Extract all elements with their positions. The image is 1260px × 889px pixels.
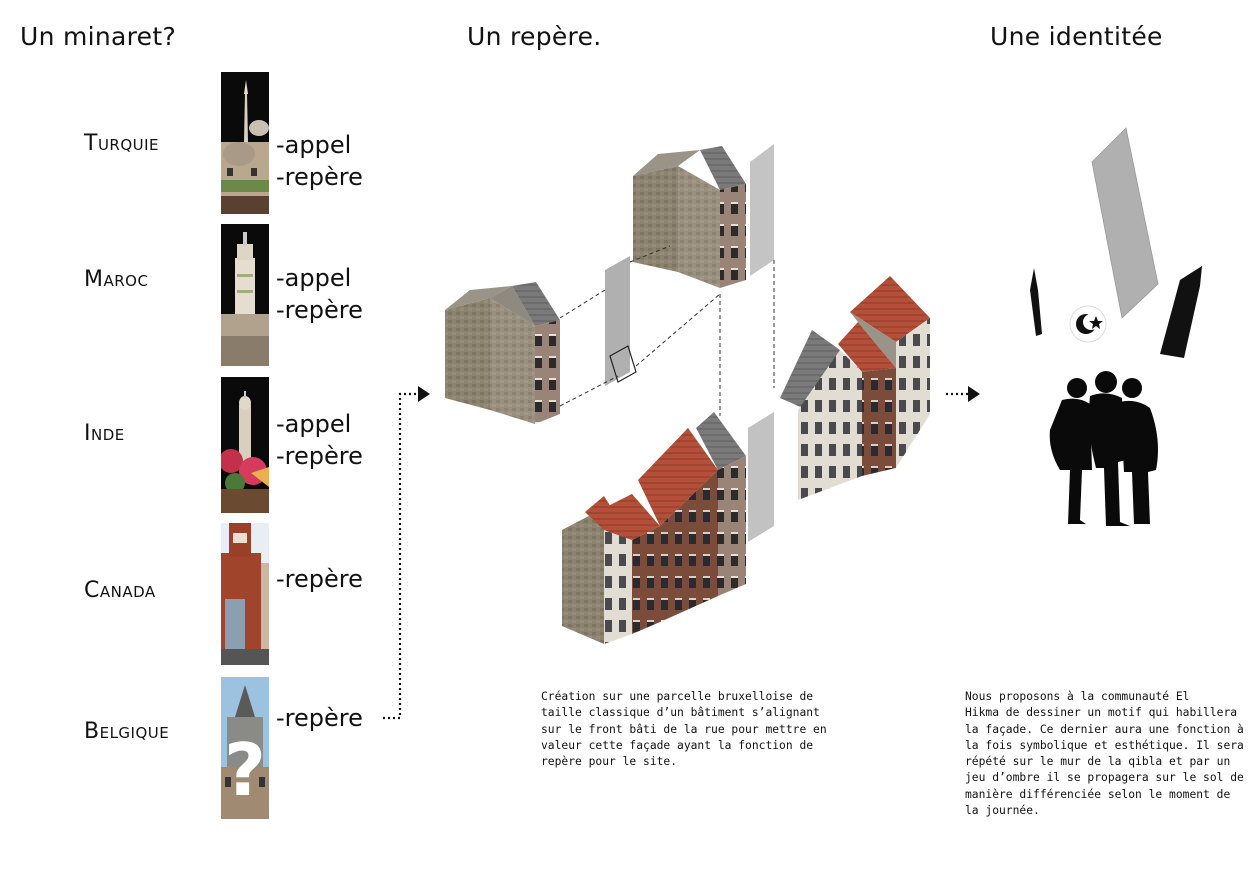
minaret-silhouette-icon bbox=[1030, 268, 1042, 336]
building-b bbox=[633, 146, 746, 288]
question-mark-icon: ? bbox=[224, 728, 266, 812]
caption-middle bbox=[541, 689, 827, 770]
country-turquie: Turquie bbox=[84, 131, 160, 156]
building-row-right bbox=[780, 276, 930, 500]
country-canada: Canada bbox=[84, 578, 156, 603]
crescent-star-icon bbox=[1070, 306, 1106, 342]
caption-line: Nous proposons à la communauté El bbox=[965, 690, 1190, 703]
arrow-right-icon bbox=[418, 386, 430, 402]
arrow-right-icon bbox=[968, 386, 980, 402]
caption-line: la façade. Ce dernier aura une fonction à bbox=[965, 722, 1244, 736]
role-label: -appel bbox=[276, 410, 352, 438]
identity-graphic bbox=[1030, 128, 1202, 526]
role-label: -repère bbox=[276, 565, 363, 593]
panel-middle bbox=[605, 256, 630, 386]
building-a bbox=[445, 282, 560, 424]
caption-line: manière différenciée selon le moment de bbox=[965, 787, 1231, 801]
caption-line: taille classique d’un bâtiment s’alignant bbox=[541, 706, 820, 720]
heading-identite: Une identitée bbox=[990, 22, 1163, 51]
street-row bbox=[562, 412, 774, 644]
country-belgique: Belgique bbox=[84, 719, 170, 744]
heading-repere: Un repère. bbox=[467, 22, 602, 51]
role-label: -repère bbox=[276, 163, 363, 191]
caption-line: Création sur une parcelle bruxelloise de bbox=[541, 690, 814, 703]
panel-pattern bbox=[1092, 128, 1158, 318]
caption-line: jeu d’ombre il se propagera sur le sol de bbox=[965, 771, 1244, 785]
connector-left bbox=[383, 386, 430, 718]
caption-line: répété sur le mur de la qibla et par un bbox=[965, 755, 1231, 769]
people-silhouette-icon bbox=[1050, 371, 1158, 526]
caption-line: valeur cette façade ayant la fonction de bbox=[541, 738, 814, 752]
caption-line: la journée. bbox=[965, 804, 1040, 818]
caption-line: sur le front bâti de la rue pour mettre en bbox=[541, 722, 827, 736]
role-label: -appel bbox=[276, 131, 352, 159]
country-inde: Inde bbox=[84, 421, 125, 446]
caption-right bbox=[965, 689, 1244, 819]
role-label: -repère bbox=[276, 442, 363, 470]
role-label: -repère bbox=[276, 296, 363, 324]
role-label: -appel bbox=[276, 264, 352, 292]
caption-line: la fois symbolique et esthétique. Il sera bbox=[965, 738, 1244, 752]
connector-right bbox=[946, 386, 980, 402]
caption-line: Hikma de dessiner un motif qui habillera bbox=[965, 706, 1238, 720]
role-label: -repère bbox=[276, 704, 363, 732]
country-maroc: Maroc bbox=[84, 267, 149, 292]
building-silhouette-icon bbox=[1160, 266, 1202, 358]
panel-upper bbox=[750, 144, 774, 276]
heading-minaret: Un minaret? bbox=[20, 22, 177, 51]
caption-line: repère pour le site. bbox=[541, 755, 678, 769]
